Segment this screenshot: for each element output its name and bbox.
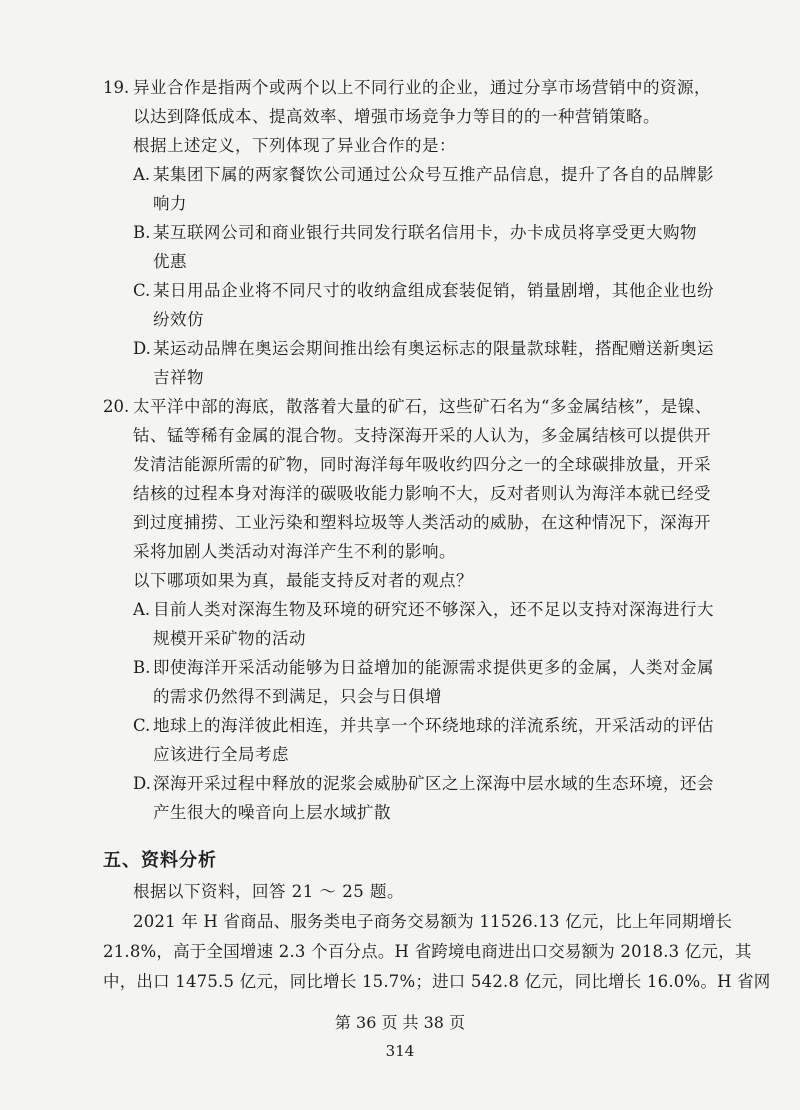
question-prompt: 根据上述定义，下列体现了异业合作的是： <box>133 136 456 155</box>
passage-line: 中，出口 1475.5 亿元，同比增长 15.7%；进口 542.8 亿元，同比增长 16.0%。H 省网 <box>103 972 771 991</box>
option-text-line: 即使海洋开采活动能够为日益增加的能源需求提供更多的金属，人类对金属 <box>153 658 714 677</box>
question-stem-line: 以达到降低成本、提高效率、增强市场竞争力等目的的一种营销策略。 <box>133 107 660 126</box>
page-footer-label: 第 36 页 共 38 页 <box>334 1013 466 1032</box>
question-prompt: 以下哪项如果为真，最能支持反对者的观点？ <box>133 571 473 590</box>
option-label: D. <box>133 339 151 358</box>
option-label: B. <box>133 658 151 677</box>
question-number: 20. <box>103 397 130 416</box>
passage-line: 2021 年 H 省商品、服务类电子商务交易额为 11526.13 亿元，比上年同期增长 <box>133 912 733 931</box>
option-label: C. <box>133 716 151 735</box>
section-heading: 五、资料分析 <box>103 850 217 871</box>
section-intro: 根据以下资料，回答 21 ～ 25 题。 <box>133 882 404 901</box>
question-number: 19. <box>103 78 130 97</box>
option-text-line: 吉祥物 <box>153 368 204 387</box>
option-text-line: 地球上的海洋彼此相连，并共享一个环绕地球的洋流系统，开采活动的评估 <box>153 716 714 735</box>
option-label: B. <box>133 223 151 242</box>
page-number: 314 <box>385 1042 415 1060</box>
question-stem-line: 异业合作是指两个或两个以上不同行业的企业，通过分享市场营销中的资源， <box>133 78 711 97</box>
option-text-line: 某运动品牌在奥运会期间推出绘有奥运标志的限量款球鞋，搭配赠送新奥运 <box>153 339 714 358</box>
question-stem-line: 采将加剧人类活动对海洋产生不利的影响。 <box>133 542 456 561</box>
question-stem-line: 到过度捕捞、工业污染和塑料垃圾等人类活动的威胁，在这种情况下，深海开 <box>133 513 711 532</box>
question-stem-line: 钴、锰等稀有金属的混合物。支持深海开采的人认为，多金属结核可以提供开 <box>133 426 711 445</box>
option-text-line: 应该进行全局考虑 <box>153 745 289 764</box>
option-text-line: 某集团下属的两家餐饮公司通过公众号互推产品信息，提升了各自的品牌影 <box>153 165 714 184</box>
option-text-line: 目前人类对深海生物及环境的研究还不够深入，还不足以支持对深海进行大 <box>153 600 714 619</box>
option-text-line: 纷效仿 <box>153 310 204 329</box>
option-label: C. <box>133 281 151 300</box>
question-stem-line: 结核的过程本身对海洋的碳吸收能力影响不大，反对者则认为海洋本就已经受 <box>133 484 711 503</box>
option-label: D. <box>133 774 151 793</box>
option-text-line: 产生很大的噪音向上层水域扩散 <box>153 803 391 822</box>
option-label: A. <box>133 600 151 619</box>
option-text-line: 响力 <box>153 194 187 213</box>
option-text-line: 某互联网公司和商业银行共同发行联名信用卡，办卡成员将享受更大购物 <box>153 223 697 242</box>
option-label: A. <box>133 165 151 184</box>
option-text-line: 优惠 <box>153 252 187 271</box>
passage-line: 21.8%，高于全国增速 2.3 个百分点。H 省跨境电商进出口交易额为 2018.3 亿元，其 <box>103 942 752 961</box>
option-text-line: 规模开采矿物的活动 <box>153 629 306 648</box>
option-text-line: 某日用品企业将不同尺寸的收纳盒组成套装促销，销量剧增，其他企业也纷 <box>153 281 714 300</box>
option-text-line: 深海开采过程中释放的泥浆会威胁矿区之上深海中层水域的生态环境，还会 <box>153 774 714 793</box>
option-text-line: 的需求仍然得不到满足，只会与日俱增 <box>153 687 442 706</box>
question-stem-line: 太平洋中部的海底，散落着大量的矿石，这些矿石名为“多金属结核”，是镍、 <box>133 397 712 416</box>
question-stem-line: 发清洁能源所需的矿物，同时海洋每年吸收约四分之一的全球碳排放量，开采 <box>133 455 711 474</box>
